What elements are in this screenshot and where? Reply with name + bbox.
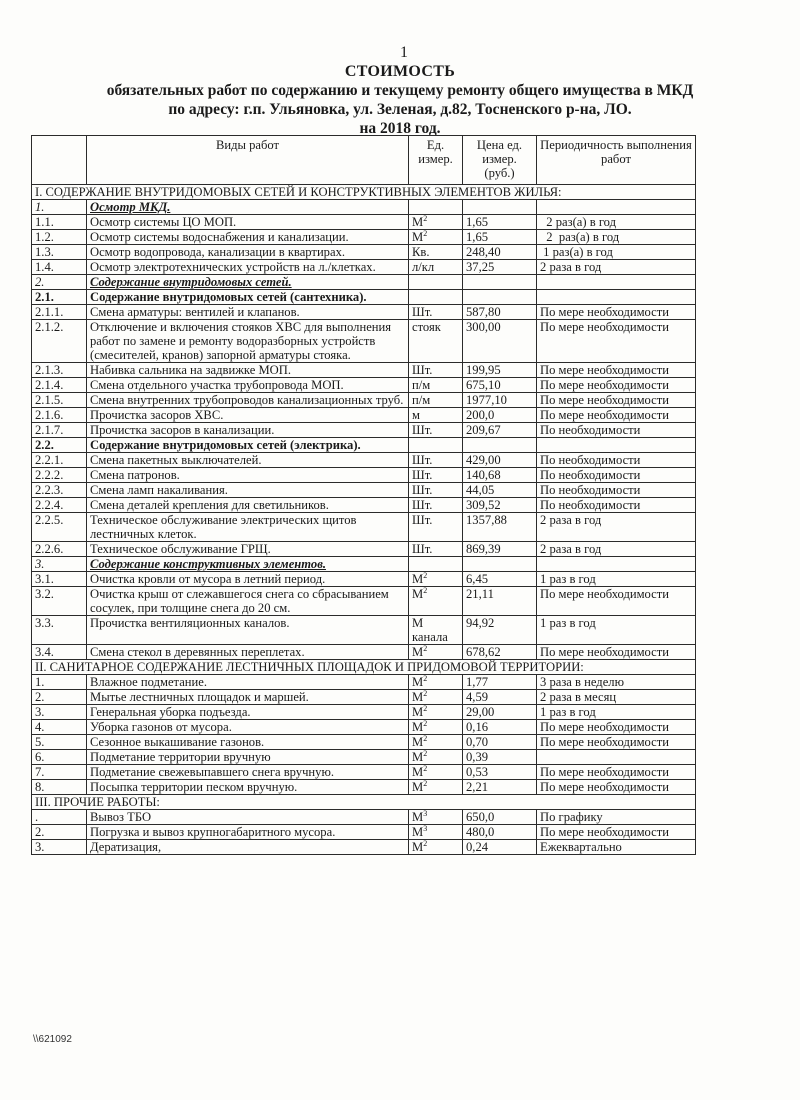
- subsection-title: Содержание конструктивных элементов.: [87, 557, 409, 572]
- table-row: [32, 483, 696, 498]
- period-cell: По мере необходимости: [537, 320, 696, 363]
- table-row: [32, 215, 696, 230]
- row-number: 4.: [32, 720, 87, 735]
- period-cell: По мере необходимости: [537, 720, 696, 735]
- unit-exponent: 2: [423, 704, 428, 713]
- unit-text: М: [412, 810, 424, 824]
- row-number: 5.: [32, 735, 87, 750]
- period-cell: По мере необходимости: [537, 780, 696, 795]
- row-number: 1.3.: [32, 245, 87, 260]
- empty-cell: [537, 557, 696, 572]
- period-cell: По необходимости: [537, 423, 696, 438]
- row-number: 3.2.: [32, 587, 87, 616]
- period-cell: По мере необходимости: [537, 735, 696, 750]
- table-row: [32, 825, 696, 840]
- unit-exponent: 2: [423, 229, 428, 238]
- empty-cell: [409, 290, 463, 305]
- work-name: Прочистка засоров в канализации.: [87, 423, 409, 438]
- row-number: 3.4.: [32, 645, 87, 660]
- title-line-4: на 2018 год.: [359, 120, 441, 137]
- price-cell: 1,65: [463, 230, 537, 245]
- period-cell: 1 раз в год: [537, 616, 696, 645]
- work-name: Очистка кровли от мусора в летний период.: [87, 572, 409, 587]
- header-unit: Ед. измер.: [409, 136, 463, 185]
- unit-text: М: [412, 840, 424, 854]
- unit-cell: [409, 215, 463, 230]
- row-number: .: [32, 810, 87, 825]
- row-number: 2.2.4.: [32, 498, 87, 513]
- row-number: 2.: [32, 690, 87, 705]
- unit-text: Шт.: [412, 453, 433, 467]
- work-name: Осмотр системы водоснабжения и канализации.: [87, 230, 409, 245]
- table-row: [32, 408, 696, 423]
- subsection-number: 2.2.: [32, 438, 87, 453]
- price-cell: 94,92: [463, 616, 537, 645]
- table-row: [32, 542, 696, 557]
- unit-cell: [409, 513, 463, 542]
- unit-text: Шт.: [412, 423, 433, 437]
- unit-text: л/кл: [412, 260, 435, 274]
- table-row: [32, 230, 696, 245]
- unit-exponent: 3: [423, 824, 428, 833]
- period-cell: По мере необходимости: [537, 587, 696, 616]
- price-cell: 1977,10: [463, 393, 537, 408]
- table-row: [32, 587, 696, 616]
- work-name: Смена ламп накаливания.: [87, 483, 409, 498]
- table-row: [32, 810, 696, 825]
- unit-cell: [409, 468, 463, 483]
- subsection-title: Содержание внутридомовых сетей.: [87, 275, 409, 290]
- unit-cell: [409, 645, 463, 660]
- work-name: Прочистка вентиляционных каналов.: [87, 616, 409, 645]
- price-cell: 21,11: [463, 587, 537, 616]
- unit-cell: [409, 363, 463, 378]
- table-row: [32, 690, 696, 705]
- table-row: [32, 705, 696, 720]
- unit-exponent: 2: [423, 764, 428, 773]
- work-name: Подметание свежевыпавшего снега вручную.: [87, 765, 409, 780]
- unit-text: Шт.: [412, 483, 433, 497]
- price-cell: 29,00: [463, 705, 537, 720]
- table-row: [32, 393, 696, 408]
- table-row: [32, 423, 696, 438]
- table-row: [32, 320, 696, 363]
- unit-exponent: 3: [423, 809, 428, 818]
- unit-cell: [409, 408, 463, 423]
- unit-text: М: [412, 825, 424, 839]
- subsection-title: Осмотр МКД.: [87, 200, 409, 215]
- unit-text: М: [412, 690, 424, 704]
- period-cell: По мере необходимости: [537, 645, 696, 660]
- row-number: 3.3.: [32, 616, 87, 645]
- row-number: 7.: [32, 765, 87, 780]
- work-name: Осмотр водопровода, канализации в квартирах.: [87, 245, 409, 260]
- unit-cell: [409, 705, 463, 720]
- unit-text: М: [412, 705, 424, 719]
- subsection-row: [32, 275, 696, 290]
- section-row: [32, 185, 696, 200]
- period-cell: 2 раза в год: [537, 542, 696, 557]
- table-row: [32, 260, 696, 275]
- price-cell: 0,24: [463, 840, 537, 855]
- work-name: Смена отдельного участка трубопровода МОП.: [87, 378, 409, 393]
- unit-cell: [409, 750, 463, 765]
- work-name: Мытье лестничных площадок и маршей.: [87, 690, 409, 705]
- work-name: Сезонное выкашивание газонов.: [87, 735, 409, 750]
- price-cell: 6,45: [463, 572, 537, 587]
- empty-cell: [463, 290, 537, 305]
- unit-cell: [409, 453, 463, 468]
- row-number: 6.: [32, 750, 87, 765]
- empty-cell: [537, 200, 696, 215]
- price-cell: 587,80: [463, 305, 537, 320]
- header-period: Периодичность выполнения работ: [537, 136, 696, 185]
- empty-cell: [537, 290, 696, 305]
- unit-text: М: [412, 780, 424, 794]
- row-number: 2.1.6.: [32, 408, 87, 423]
- table-row: [32, 765, 696, 780]
- period-cell: По мере необходимости: [537, 765, 696, 780]
- table-row: [32, 468, 696, 483]
- subsection-title: Содержание внутридомовых сетей (электрика).: [87, 438, 409, 453]
- footer-code: \\621092: [33, 1034, 72, 1045]
- unit-text: М: [412, 645, 424, 659]
- price-cell: 869,39: [463, 542, 537, 557]
- header-num-cell: [32, 136, 87, 185]
- unit-cell: [409, 378, 463, 393]
- row-number: 8.: [32, 780, 87, 795]
- unit-exponent: 2: [423, 586, 428, 595]
- empty-cell: [409, 557, 463, 572]
- table-row: [32, 750, 696, 765]
- unit-cell: [409, 320, 463, 363]
- work-name: Смена патронов.: [87, 468, 409, 483]
- work-name: Подметание территории вручную: [87, 750, 409, 765]
- price-cell: 300,00: [463, 320, 537, 363]
- price-cell: 199,95: [463, 363, 537, 378]
- period-cell: По мере необходимости: [537, 825, 696, 840]
- row-number: 2.2.2.: [32, 468, 87, 483]
- unit-cell: [409, 587, 463, 616]
- table-row: [32, 453, 696, 468]
- unit-text: Шт.: [412, 542, 433, 556]
- row-number: 2.1.1.: [32, 305, 87, 320]
- period-cell: По необходимости: [537, 483, 696, 498]
- row-number: 2.2.6.: [32, 542, 87, 557]
- empty-cell: [409, 438, 463, 453]
- work-name: Смена стекол в деревянных переплетах.: [87, 645, 409, 660]
- unit-cell: [409, 393, 463, 408]
- row-number: 2.1.3.: [32, 363, 87, 378]
- table-row: [32, 498, 696, 513]
- price-cell: 0,16: [463, 720, 537, 735]
- period-cell: 1 раз(а) в год: [537, 245, 696, 260]
- empty-cell: [537, 275, 696, 290]
- price-cell: 2,21: [463, 780, 537, 795]
- empty-cell: [463, 557, 537, 572]
- row-number: 2.2.1.: [32, 453, 87, 468]
- row-number: 2.1.7.: [32, 423, 87, 438]
- unit-text: М: [412, 587, 424, 601]
- title-line-1: СТОИМОСТЬ: [344, 63, 456, 80]
- period-cell: 2 раза в месяц: [537, 690, 696, 705]
- table-header-row: [32, 136, 696, 185]
- table-row: [32, 840, 696, 855]
- work-name: Осмотр электротехнических устройств на л./клетках.: [87, 260, 409, 275]
- unit-cell: [409, 735, 463, 750]
- subsection-number: 2.1.: [32, 290, 87, 305]
- period-cell: 2 раз(а) в год: [537, 215, 696, 230]
- unit-text: Шт.: [412, 498, 433, 512]
- work-name: Посыпка территории песком вручную.: [87, 780, 409, 795]
- unit-cell: [409, 675, 463, 690]
- unit-cell: [409, 720, 463, 735]
- empty-cell: [409, 275, 463, 290]
- table-row: [32, 720, 696, 735]
- work-name: Погрузка и вывоз крупногабаритного мусора.: [87, 825, 409, 840]
- unit-text: м: [412, 408, 420, 422]
- unit-text: Шт.: [412, 363, 433, 377]
- unit-text: Шт.: [412, 468, 433, 482]
- document-title: [0, 62, 800, 138]
- period-cell: По мере необходимости: [537, 408, 696, 423]
- unit-exponent: 2: [423, 779, 428, 788]
- unit-cell: [409, 825, 463, 840]
- unit-cell: [409, 765, 463, 780]
- period-cell: По мере необходимости: [537, 393, 696, 408]
- period-cell: 3 раза в неделю: [537, 675, 696, 690]
- price-cell: 1357,88: [463, 513, 537, 542]
- price-cell: 480,0: [463, 825, 537, 840]
- price-cell: 678,62: [463, 645, 537, 660]
- unit-text: М: [412, 735, 424, 749]
- work-name: Отключение и включения стояков ХВС для выполнения работ по замене и ремонту водоразборных устройств (смесителей, кранов) запорной арматуры стояка.: [87, 320, 409, 363]
- period-cell: [537, 750, 696, 765]
- section-title: II. САНИТАРНОЕ СОДЕРЖАНИЕ ЛЕСТНИЧНЫХ ПЛОЩАДОК И ПРИДОМОВОЙ ТЕРРИТОРИИ:: [32, 660, 696, 675]
- period-cell: 1 раз в год: [537, 572, 696, 587]
- row-number: 2.: [32, 825, 87, 840]
- cost-table: [31, 135, 696, 855]
- row-number: 1.4.: [32, 260, 87, 275]
- price-cell: 4,59: [463, 690, 537, 705]
- subsection-row: [32, 290, 696, 305]
- row-number: 1.1.: [32, 215, 87, 230]
- row-number: 2.1.5.: [32, 393, 87, 408]
- period-cell: 2 раза в год: [537, 260, 696, 275]
- unit-cell: [409, 780, 463, 795]
- subsection-title: Содержание внутридомовых сетей (сантехника).: [87, 290, 409, 305]
- unit-cell: [409, 572, 463, 587]
- period-cell: 2 раз(а) в год: [537, 230, 696, 245]
- unit-text: п/м: [412, 393, 431, 407]
- price-cell: 650,0: [463, 810, 537, 825]
- work-name: Смена деталей крепления для светильников.: [87, 498, 409, 513]
- table-row: [32, 675, 696, 690]
- unit-cell: [409, 542, 463, 557]
- row-number: 3.1.: [32, 572, 87, 587]
- work-name: Генеральная уборка подъезда.: [87, 705, 409, 720]
- empty-cell: [409, 200, 463, 215]
- table-row: [32, 780, 696, 795]
- unit-text: М: [412, 750, 424, 764]
- price-cell: 209,67: [463, 423, 537, 438]
- period-cell: По мере необходимости: [537, 378, 696, 393]
- section-row: [32, 795, 696, 810]
- unit-exponent: 2: [423, 571, 428, 580]
- empty-cell: [463, 200, 537, 215]
- subsection-row: [32, 557, 696, 572]
- period-cell: По необходимости: [537, 468, 696, 483]
- unit-text: М: [412, 675, 424, 689]
- table-row: [32, 305, 696, 320]
- unit-text: М: [412, 230, 424, 244]
- subsection-number: 3.: [32, 557, 87, 572]
- unit-exponent: 2: [423, 734, 428, 743]
- unit-cell: [409, 810, 463, 825]
- unit-text: М: [412, 765, 424, 779]
- unit-text: М: [412, 720, 424, 734]
- unit-cell: [409, 840, 463, 855]
- unit-exponent: 2: [423, 689, 428, 698]
- unit-cell: [409, 483, 463, 498]
- table-row: [32, 616, 696, 645]
- row-number: 2.1.2.: [32, 320, 87, 363]
- price-cell: 248,40: [463, 245, 537, 260]
- unit-cell: [409, 230, 463, 245]
- table-row: [32, 245, 696, 260]
- unit-exponent: 2: [423, 644, 428, 653]
- price-cell: 0,39: [463, 750, 537, 765]
- title-line-2: обязательных работ по содержанию и текущему ремонту общего имущества в МКД: [106, 82, 694, 99]
- table-row: [32, 572, 696, 587]
- unit-exponent: 2: [423, 214, 428, 223]
- work-name: Смена внутренних трубопроводов канализационных труб.: [87, 393, 409, 408]
- subsection-row: [32, 200, 696, 215]
- row-number: 2.2.3.: [32, 483, 87, 498]
- period-cell: По мере необходимости: [537, 363, 696, 378]
- header-price: Цена ед. измер. (руб.): [463, 136, 537, 185]
- section-title: I. СОДЕРЖАНИЕ ВНУТРИДОМОВЫХ СЕТЕЙ И КОНСТРУКТИВНЫХ ЭЛЕМЕНТОВ ЖИЛЬЯ:: [32, 185, 696, 200]
- work-name: Дератизация,: [87, 840, 409, 855]
- unit-text: п/м: [412, 378, 431, 392]
- work-name: Набивка сальника на задвижке МОП.: [87, 363, 409, 378]
- unit-text: Шт.: [412, 305, 433, 319]
- unit-cell: [409, 498, 463, 513]
- price-cell: 675,10: [463, 378, 537, 393]
- section-title: III. ПРОЧИЕ РАБОТЫ:: [32, 795, 696, 810]
- period-cell: Ежеквартально: [537, 840, 696, 855]
- price-cell: 1,77: [463, 675, 537, 690]
- unit-cell: [409, 260, 463, 275]
- empty-cell: [463, 275, 537, 290]
- row-number: 2.2.5.: [32, 513, 87, 542]
- price-cell: 44,05: [463, 483, 537, 498]
- unit-text: М: [412, 215, 424, 229]
- unit-exponent: 2: [423, 749, 428, 758]
- row-number: 3.: [32, 840, 87, 855]
- unit-exponent: 2: [423, 839, 428, 848]
- page-number: 1: [400, 44, 408, 61]
- table-row: [32, 363, 696, 378]
- row-number: 3.: [32, 705, 87, 720]
- work-name: Техническое обслуживание ГРЩ.: [87, 542, 409, 557]
- empty-cell: [463, 438, 537, 453]
- unit-cell: [409, 616, 463, 645]
- subsection-row: [32, 438, 696, 453]
- work-name: Прочистка засоров ХВС.: [87, 408, 409, 423]
- subsection-number: 1.: [32, 200, 87, 215]
- period-cell: По необходимости: [537, 498, 696, 513]
- unit-exponent: 2: [423, 674, 428, 683]
- table-row: [32, 735, 696, 750]
- work-name: Влажное подметание.: [87, 675, 409, 690]
- price-cell: 140,68: [463, 468, 537, 483]
- work-name: Уборка газонов от мусора.: [87, 720, 409, 735]
- period-cell: 2 раза в год: [537, 513, 696, 542]
- period-cell: По необходимости: [537, 453, 696, 468]
- subsection-number: 2.: [32, 275, 87, 290]
- price-cell: 1,65: [463, 215, 537, 230]
- unit-exponent: 2: [423, 719, 428, 728]
- price-cell: 37,25: [463, 260, 537, 275]
- title-line-3: по адресу: г.п. Ульяновка, ул. Зеленая, д.82, Тосненского р-на, ЛО.: [168, 101, 632, 118]
- period-cell: 1 раз в год: [537, 705, 696, 720]
- row-number: 1.2.: [32, 230, 87, 245]
- table-body: [32, 185, 696, 855]
- unit-cell: [409, 423, 463, 438]
- table-row: [32, 513, 696, 542]
- price-cell: 429,00: [463, 453, 537, 468]
- unit-text: Шт.: [412, 513, 433, 527]
- unit-text: Кв.: [412, 245, 430, 259]
- work-name: Смена пакетных выключателей.: [87, 453, 409, 468]
- unit-cell: [409, 305, 463, 320]
- row-number: 1.: [32, 675, 87, 690]
- work-name: Техническое обслуживание электрических щитов лестничных клеток.: [87, 513, 409, 542]
- table-row: [32, 378, 696, 393]
- unit-text: М: [412, 572, 424, 586]
- work-name: Очистка крыш от слежавшегося снега со сбрасыванием сосулек, при толщине снега до 20 см.: [87, 587, 409, 616]
- unit-text: М канала: [412, 616, 448, 644]
- unit-cell: [409, 245, 463, 260]
- work-name: Осмотр системы ЦО МОП.: [87, 215, 409, 230]
- period-cell: По графику: [537, 810, 696, 825]
- price-cell: 200,0: [463, 408, 537, 423]
- unit-cell: [409, 690, 463, 705]
- unit-text: стояк: [412, 320, 441, 334]
- table-row: [32, 645, 696, 660]
- section-row: [32, 660, 696, 675]
- header-work: Виды работ: [87, 136, 409, 185]
- row-number: 2.1.4.: [32, 378, 87, 393]
- period-cell: По мере необходимости: [537, 305, 696, 320]
- price-cell: 0,53: [463, 765, 537, 780]
- work-name: Смена арматуры: вентилей и клапанов.: [87, 305, 409, 320]
- work-name: Вывоз ТБО: [87, 810, 409, 825]
- price-cell: 309,52: [463, 498, 537, 513]
- price-cell: 0,70: [463, 735, 537, 750]
- empty-cell: [537, 438, 696, 453]
